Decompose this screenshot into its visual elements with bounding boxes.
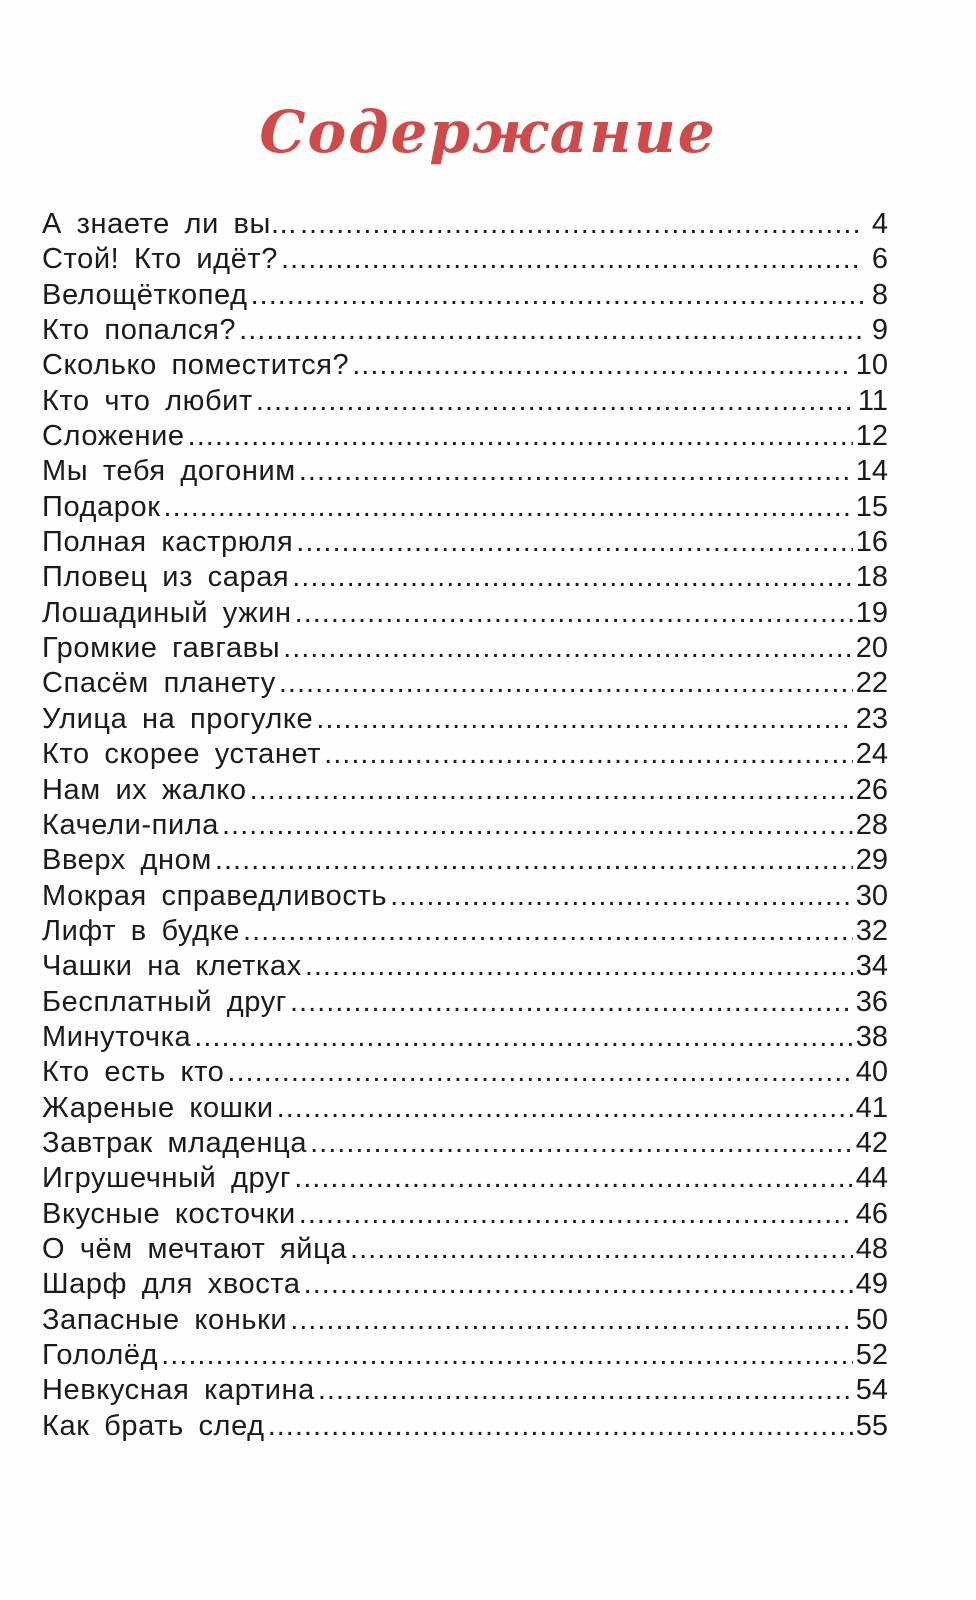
toc-entry: [42, 208, 888, 243]
toc-entry-title: Громкие гавгавы: [42, 632, 281, 665]
toc-entry-title: Кто попался?: [42, 314, 237, 347]
toc-dot-leader: [256, 385, 855, 418]
toc-entry-title: Мы тебя догоним: [42, 455, 296, 488]
toc-dot-leader: [283, 632, 853, 665]
toc-dot-leader: [279, 667, 853, 700]
toc-entry-page-number: 34: [855, 950, 888, 983]
toc-entry-title: Полная кастрюля: [42, 526, 294, 559]
toc-dot-leader: [324, 738, 853, 771]
toc-entry-page-number: 16: [855, 526, 888, 559]
toc-dot-leader: [316, 703, 852, 736]
toc-dot-leader: [268, 1410, 853, 1443]
toc-entry-page-number: 6: [871, 243, 888, 276]
toc-entry-page-number: 8: [871, 278, 888, 311]
toc-entry: [42, 880, 888, 915]
toc-entry-page-number: 26: [855, 773, 888, 806]
toc-entry-title: Сложение: [42, 420, 185, 453]
toc-dot-leader: [299, 455, 853, 488]
toc-entry: [42, 844, 888, 879]
toc-entry-title: Мокрая справедливость: [42, 879, 388, 912]
toc-entry-title: Шарф для хвоста: [42, 1268, 301, 1301]
toc-dot-leader: [281, 243, 863, 276]
toc-entry-page-number: 38: [855, 1020, 888, 1053]
toc-entry-title: Лифт в будке: [42, 914, 241, 947]
toc-dot-leader: [350, 1233, 853, 1266]
toc-entry: [42, 738, 888, 773]
toc-entry-title: Пловец из сарая: [42, 561, 290, 594]
toc-entry-title: Завтрак младенца: [42, 1126, 308, 1159]
toc-entry-title: Как брать след: [42, 1409, 265, 1442]
toc-entry-page-number: 4: [871, 208, 888, 240]
toc-entry-page-number: 52: [855, 1339, 888, 1371]
toc-entry: [42, 1268, 888, 1303]
toc-entry-page-number: 15: [855, 490, 888, 523]
toc-entry-page-number: 30: [855, 879, 888, 912]
toc-entry-title: Лошадиный ужин: [42, 596, 292, 629]
toc-entry: [42, 243, 888, 278]
toc-dot-leader: [188, 420, 853, 453]
toc-entry-page-number: 40: [855, 1056, 888, 1089]
toc-dot-leader: [251, 279, 863, 312]
toc-entry-title: Спасём планету: [42, 667, 276, 700]
toc-entry: [42, 349, 888, 384]
toc-dot-leader: [243, 915, 853, 948]
toc-dot-leader: [277, 1092, 853, 1125]
toc-entry-title: Игрушечный друг: [42, 1162, 292, 1195]
toc-entry-page-number: 28: [855, 808, 888, 841]
toc-entry: [42, 667, 888, 702]
toc-entry-title: Вверх дном: [42, 844, 212, 877]
toc-entry: [42, 1021, 888, 1056]
toc-entry: [42, 1304, 888, 1339]
toc-entry-title: Минуточка: [42, 1020, 192, 1053]
toc-dot-leader: [390, 880, 853, 913]
toc-entry: [42, 986, 888, 1021]
toc-entry-title: Кто что любит: [42, 384, 253, 417]
toc-entry: [42, 1339, 888, 1374]
page-title: Содержание: [259, 98, 717, 166]
toc-entry-page-number: 42: [855, 1126, 888, 1159]
toc-entry: [42, 950, 888, 985]
toc-dot-leader: [300, 208, 863, 241]
toc-entry: [42, 1410, 888, 1445]
toc-entry: [42, 526, 888, 561]
toc-entry-title: А знаете ли вы...: [42, 208, 297, 240]
toc-dot-leader: [164, 491, 853, 524]
toc-entry-title: Чашки на клетках: [42, 950, 302, 983]
toc-dot-leader: [310, 1127, 853, 1160]
toc-entry-title: Жареные кошки: [42, 1091, 274, 1124]
toc-entry-page-number: 14: [855, 455, 888, 488]
toc-entry: [42, 385, 888, 420]
toc-dot-leader: [290, 1304, 853, 1337]
toc-entry-page-number: 49: [855, 1268, 888, 1301]
toc-dot-leader: [239, 314, 863, 347]
toc-dot-leader: [295, 597, 853, 630]
toc-entry-title: Запасные коньки: [42, 1303, 288, 1336]
toc-entry: [42, 703, 888, 738]
toc-entry-title: Стой! Кто идёт?: [42, 243, 279, 276]
toc-entry: [42, 597, 888, 632]
toc-dot-leader: [304, 1268, 853, 1301]
toc-entry-page-number: 11: [857, 384, 888, 417]
toc-entry-page-number: 9: [871, 314, 888, 347]
toc-entry-page-number: 41: [855, 1091, 888, 1124]
toc-entry-title: Вкусные косточки: [42, 1197, 296, 1230]
toc-entry: [42, 491, 888, 526]
toc-dot-leader: [161, 1339, 853, 1372]
toc-dot-leader: [352, 349, 852, 382]
toc-entry-title: Сколько поместится?: [42, 349, 350, 382]
toc-entry: [42, 314, 888, 349]
toc-entry-title: Бесплатный друг: [42, 985, 287, 1018]
toc-entry-page-number: 18: [855, 561, 888, 594]
toc-entry-title: Подарок: [42, 490, 161, 523]
toc-entry-title: Качели-пила: [42, 808, 219, 841]
toc-entry-page-number: 10: [855, 349, 888, 382]
toc-entry-page-number: 22: [855, 667, 888, 700]
toc-entry: [42, 915, 888, 950]
toc-dot-leader: [294, 1162, 853, 1195]
toc-entry-page-number: 20: [855, 632, 888, 665]
toc-dot-leader: [227, 1056, 852, 1089]
toc-dot-leader: [215, 844, 853, 877]
toc-entry: [42, 455, 888, 490]
toc-entry-title: О чём мечтают яйца: [42, 1232, 348, 1265]
toc-entry: [42, 420, 888, 455]
toc-entry: [42, 809, 888, 844]
toc-entry-title: Кто скорее устанет: [42, 738, 322, 771]
toc-entry-page-number: 54: [855, 1374, 888, 1407]
toc-entry-page-number: 19: [855, 596, 888, 629]
toc-entry: [42, 1233, 888, 1268]
toc-entry-page-number: 55: [855, 1409, 888, 1442]
toc-entry-page-number: 29: [855, 844, 888, 877]
table-of-contents: [42, 208, 888, 1445]
toc-entry-page-number: 44: [855, 1162, 888, 1195]
toc-entry-page-number: 23: [855, 702, 888, 735]
toc-entry-page-number: 32: [855, 914, 888, 947]
toc-dot-leader: [292, 561, 852, 594]
toc-entry: [42, 279, 888, 314]
toc-entry: [42, 1374, 888, 1409]
toc-entry-page-number: 36: [855, 985, 888, 1018]
toc-dot-leader: [290, 986, 853, 1019]
toc-entry: [42, 1198, 888, 1233]
toc-entry-page-number: 50: [855, 1303, 888, 1336]
toc-entry: [42, 774, 888, 809]
toc-dot-leader: [296, 526, 852, 559]
toc-entry-title: Гололёд: [42, 1339, 159, 1371]
toc-entry: [42, 1127, 888, 1162]
toc-entry: [42, 561, 888, 596]
toc-entry-page-number: 48: [855, 1232, 888, 1265]
toc-entry-page-number: 12: [855, 420, 888, 453]
toc-entry-title: Кто есть кто: [42, 1056, 225, 1089]
toc-entry: [42, 1092, 888, 1127]
toc-entry: [42, 632, 888, 667]
toc-dot-leader: [305, 950, 853, 983]
toc-entry-title: Велощёткопед: [42, 278, 248, 311]
toc-entry: [42, 1162, 888, 1197]
toc-dot-leader: [194, 1021, 852, 1054]
toc-dot-leader: [222, 809, 853, 842]
toc-entry-title: Улица на прогулке: [42, 702, 314, 735]
toc-entry-title: Нам их жалко: [42, 773, 247, 806]
toc-entry: [42, 1056, 888, 1091]
toc-entry-page-number: 46: [855, 1197, 888, 1230]
toc-dot-leader: [299, 1198, 853, 1231]
toc-entry-title: Невкусная картина: [42, 1374, 315, 1407]
toc-dot-leader: [250, 774, 853, 807]
toc-entry-page-number: 24: [855, 738, 888, 771]
toc-dot-leader: [318, 1374, 853, 1407]
